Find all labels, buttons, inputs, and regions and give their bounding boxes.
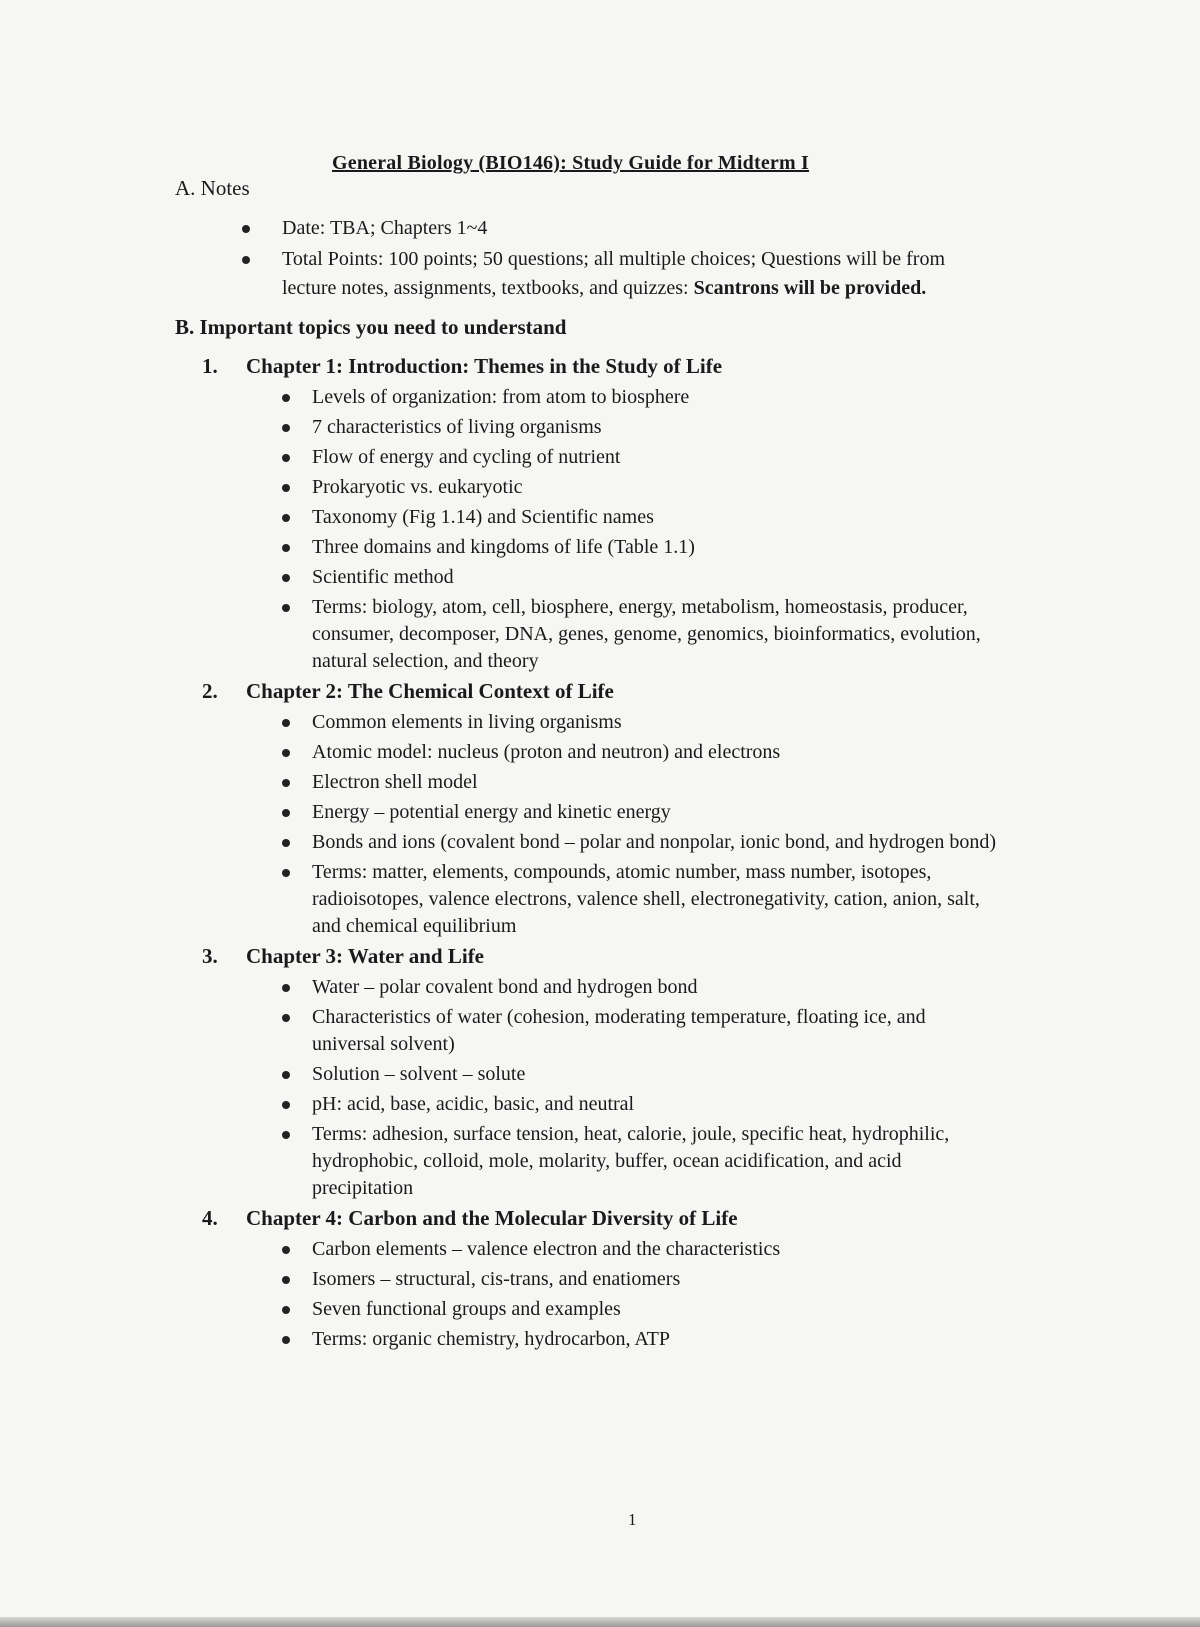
topic-item <box>202 564 1002 591</box>
topic-list <box>202 974 1002 1202</box>
topic-item <box>202 829 1002 856</box>
topic-text: pH: acid, base, acidic, basic, and neutral <box>312 1093 635 1115</box>
topic-item <box>202 534 1002 561</box>
topic-item <box>202 859 1002 940</box>
bullet-icon <box>282 1131 290 1139</box>
bullet-icon <box>282 1336 290 1344</box>
topic-text: Carbon elements – valence electron and the characteristics <box>312 1238 781 1260</box>
bullet-icon <box>282 514 290 522</box>
bullet-icon <box>242 225 250 233</box>
topic-item <box>202 799 1002 826</box>
bullet-icon <box>282 574 290 582</box>
chapter-heading <box>202 942 1002 971</box>
topic-text: Energy – potential energy and kinetic energy <box>312 801 671 823</box>
section-b-heading: B. Important topics you need to understand <box>175 315 567 339</box>
bullet-icon <box>282 839 290 847</box>
bullet-icon <box>282 779 290 787</box>
notes-list <box>230 214 990 305</box>
topic-item <box>202 709 1002 736</box>
topic-item <box>202 1326 1002 1353</box>
topic-item <box>202 1296 1002 1323</box>
chapter-item <box>202 942 1002 1202</box>
topic-item <box>202 974 1002 1001</box>
bullet-icon <box>282 749 290 757</box>
chapter-title: Chapter 4: Carbon and the Molecular Diversity of Life <box>246 1206 738 1230</box>
chapter-heading <box>202 677 1002 706</box>
chapter-number: 3. <box>202 944 218 968</box>
chapter-item <box>202 1204 1002 1353</box>
bullet-icon <box>282 809 290 817</box>
chapter-heading <box>202 352 1002 381</box>
topic-text: Taxonomy (Fig 1.14) and Scientific names <box>312 506 654 528</box>
topic-text: Common elements in living organisms <box>312 711 622 733</box>
topic-text: Water – polar covalent bond and hydrogen bond <box>312 976 698 998</box>
page-title: General Biology (BIO146): Study Guide for Midterm I <box>332 152 810 174</box>
topic-item <box>202 474 1002 501</box>
bullet-icon <box>282 544 290 552</box>
topic-text: Terms: organic chemistry, hydrocarbon, ATP <box>312 1328 670 1350</box>
chapter-title: Chapter 1: Introduction: Themes in the Study of Life <box>246 354 723 378</box>
bullet-icon <box>282 1014 290 1022</box>
topic-item <box>202 594 1002 675</box>
note-item <box>230 245 990 303</box>
section-a-heading: A. Notes <box>175 176 250 200</box>
bullet-icon <box>282 984 290 992</box>
topic-item <box>202 1266 1002 1293</box>
bullet-icon <box>282 1306 290 1314</box>
topic-text: Terms: matter, elements, compounds, atomic number, mass number, isotopes, radioisotopes, valence electrons, valence shell, electronegativity, cation, anion, salt, and chemical equilibrium <box>312 861 980 937</box>
chapter-number: 1. <box>202 354 218 378</box>
chapter-number: 2. <box>202 679 218 703</box>
page-edge-shadow <box>0 1617 1200 1627</box>
topic-item <box>202 739 1002 766</box>
topic-item <box>202 1091 1002 1118</box>
bullet-icon <box>282 719 290 727</box>
topic-text: Characteristics of water (cohesion, moderating temperature, floating ice, and universal solvent) <box>312 1006 926 1055</box>
bullet-icon <box>242 256 250 264</box>
topic-text: Solution – solvent – solute <box>312 1063 526 1085</box>
chapter-item <box>202 352 1002 675</box>
topic-list <box>202 1236 1002 1353</box>
topic-item <box>202 414 1002 441</box>
note-bold-text: Scantrons will be provided. <box>693 277 927 299</box>
topic-text: Flow of energy and cycling of nutrient <box>312 446 621 468</box>
bullet-icon <box>282 484 290 492</box>
topic-item <box>202 504 1002 531</box>
topic-text: 7 characteristics of living organisms <box>312 416 602 438</box>
note-text: Date: TBA; Chapters 1~4 <box>282 217 488 239</box>
note-text: Total Points: 100 points; 50 questions; all multiple choices; Questions will be from lecture notes, assignments, textbooks, and quizzes: <box>282 248 945 299</box>
bullet-icon <box>282 1071 290 1079</box>
bullet-icon <box>282 454 290 462</box>
topic-text: Atomic model: nucleus (proton and neutron) and electrons <box>312 741 781 763</box>
topic-list <box>202 384 1002 675</box>
bullet-icon <box>282 1276 290 1284</box>
topic-text: Three domains and kingdoms of life (Table 1.1) <box>312 536 695 558</box>
topic-text: Seven functional groups and examples <box>312 1298 621 1320</box>
note-item <box>230 214 990 243</box>
chapter-title: Chapter 3: Water and Life <box>246 944 485 968</box>
bullet-icon <box>282 869 290 877</box>
topic-item <box>202 1121 1002 1202</box>
bullet-icon <box>282 1101 290 1109</box>
chapter-item <box>202 677 1002 940</box>
topic-text: Terms: adhesion, surface tension, heat, calorie, joule, specific heat, hydrophilic, hydrophobic, colloid, mole, molarity, buffer, ocean acidification, and acid precipitation <box>312 1123 950 1199</box>
bullet-icon <box>282 604 290 612</box>
topic-text: Bonds and ions (covalent bond – polar and nonpolar, ionic bond, and hydrogen bond) <box>312 831 997 853</box>
topic-text: Levels of organization: from atom to biosphere <box>312 386 690 408</box>
topic-item <box>202 444 1002 471</box>
topic-item <box>202 1236 1002 1263</box>
topic-text: Scientific method <box>312 566 454 588</box>
page-number: 1 <box>628 1510 637 1529</box>
chapter-list <box>202 352 1002 1355</box>
chapter-heading <box>202 1204 1002 1233</box>
topic-item <box>202 384 1002 411</box>
topic-item <box>202 1004 1002 1058</box>
chapter-title: Chapter 2: The Chemical Context of Life <box>246 679 614 703</box>
topic-list <box>202 709 1002 940</box>
chapter-number: 4. <box>202 1206 218 1230</box>
bullet-icon <box>282 1246 290 1254</box>
topic-text: Terms: biology, atom, cell, biosphere, energy, metabolism, homeostasis, producer, consumer, decomposer, DNA, genes, genome, genomics, bioinformatics, evolution, natural selection, and theory <box>312 596 981 672</box>
bullet-icon <box>282 394 290 402</box>
bullet-icon <box>282 424 290 432</box>
topic-text: Electron shell model <box>312 771 478 793</box>
topic-item <box>202 769 1002 796</box>
topic-text: Isomers – structural, cis-trans, and enatiomers <box>312 1268 681 1290</box>
topic-text: Prokaryotic vs. eukaryotic <box>312 476 523 498</box>
topic-item <box>202 1061 1002 1088</box>
